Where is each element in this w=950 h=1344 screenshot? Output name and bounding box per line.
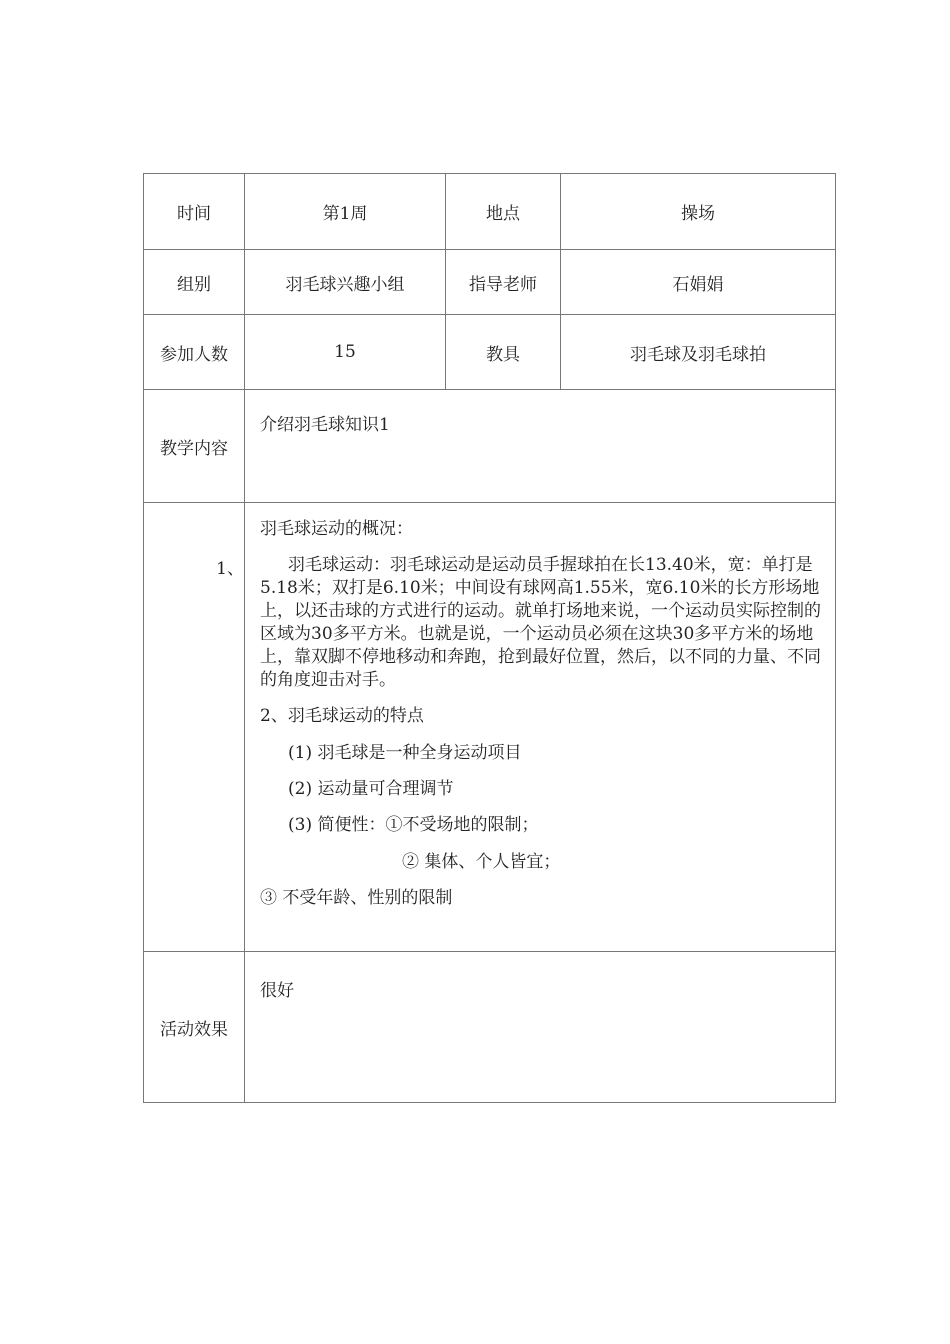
row-group-teacher (144, 250, 836, 315)
group-label: 组别 (144, 250, 245, 315)
effect-label: 活动效果 (144, 952, 245, 1103)
teacher-value: 石娟娟 (561, 250, 836, 315)
place-value: 操场 (561, 174, 836, 250)
equipment-value: 羽毛球及羽毛球拍 (561, 315, 836, 390)
time-label: 时间 (144, 174, 245, 250)
lesson-details-cell (245, 503, 836, 952)
activity-record-table (143, 173, 836, 1103)
count-label: 参加人数 (144, 315, 245, 390)
effect-value-cell (245, 952, 836, 1103)
place-label: 地点 (446, 174, 561, 250)
feature-item-3: (3) 简便性：①不受场地的限制； (288, 815, 539, 835)
content-value: 介绍羽毛球知识1 (260, 415, 390, 435)
teacher-label: 指导老师 (446, 250, 561, 315)
group-value: 羽毛球兴趣小组 (245, 250, 446, 315)
content-label: 教学内容 (144, 390, 245, 503)
row-lesson-details (144, 503, 836, 952)
row-count-equipment (144, 315, 836, 390)
count-value: 15 (245, 315, 446, 390)
overview-heading: 羽毛球运动的概况： (260, 519, 413, 539)
row-teaching-content (144, 390, 836, 503)
feature-item-3b: ② 集体、个人皆宜； (402, 852, 561, 872)
features-heading: 2、羽毛球运动的特点 (260, 706, 424, 726)
effect-value: 很好 (260, 981, 294, 1001)
row-activity-effect (144, 952, 836, 1103)
feature-item-3c: ③ 不受年龄、性别的限制 (260, 888, 453, 908)
section-number: 1、 (216, 559, 244, 579)
time-value: 第1周 (245, 174, 446, 250)
content-value-cell (245, 390, 836, 503)
feature-item-1: (1) 羽毛球是一种全身运动项目 (288, 743, 522, 763)
section-number-cell (144, 503, 245, 952)
feature-item-2: (2) 运动量可合理调节 (288, 779, 454, 799)
row-time-place (144, 174, 836, 250)
equipment-label: 教具 (446, 315, 561, 390)
overview-paragraph: 羽毛球运动：羽毛球运动是运动员手握球拍在长13.40米，宽：单打是5.18米；双打是6.10米；中间设有球网高1.55米，宽6.10米的长方形场地上，以还击球的方式进行的运动。就单打场地来说，一个运动员实际控制的区域为30多平方米。也就是说，一个运动员必须在这块30多平方米的场地上，靠双脚不停地移动和奔跑，抢到最好位置，然后，以不同的力量、不同的角度迎击对手。 (260, 555, 821, 690)
